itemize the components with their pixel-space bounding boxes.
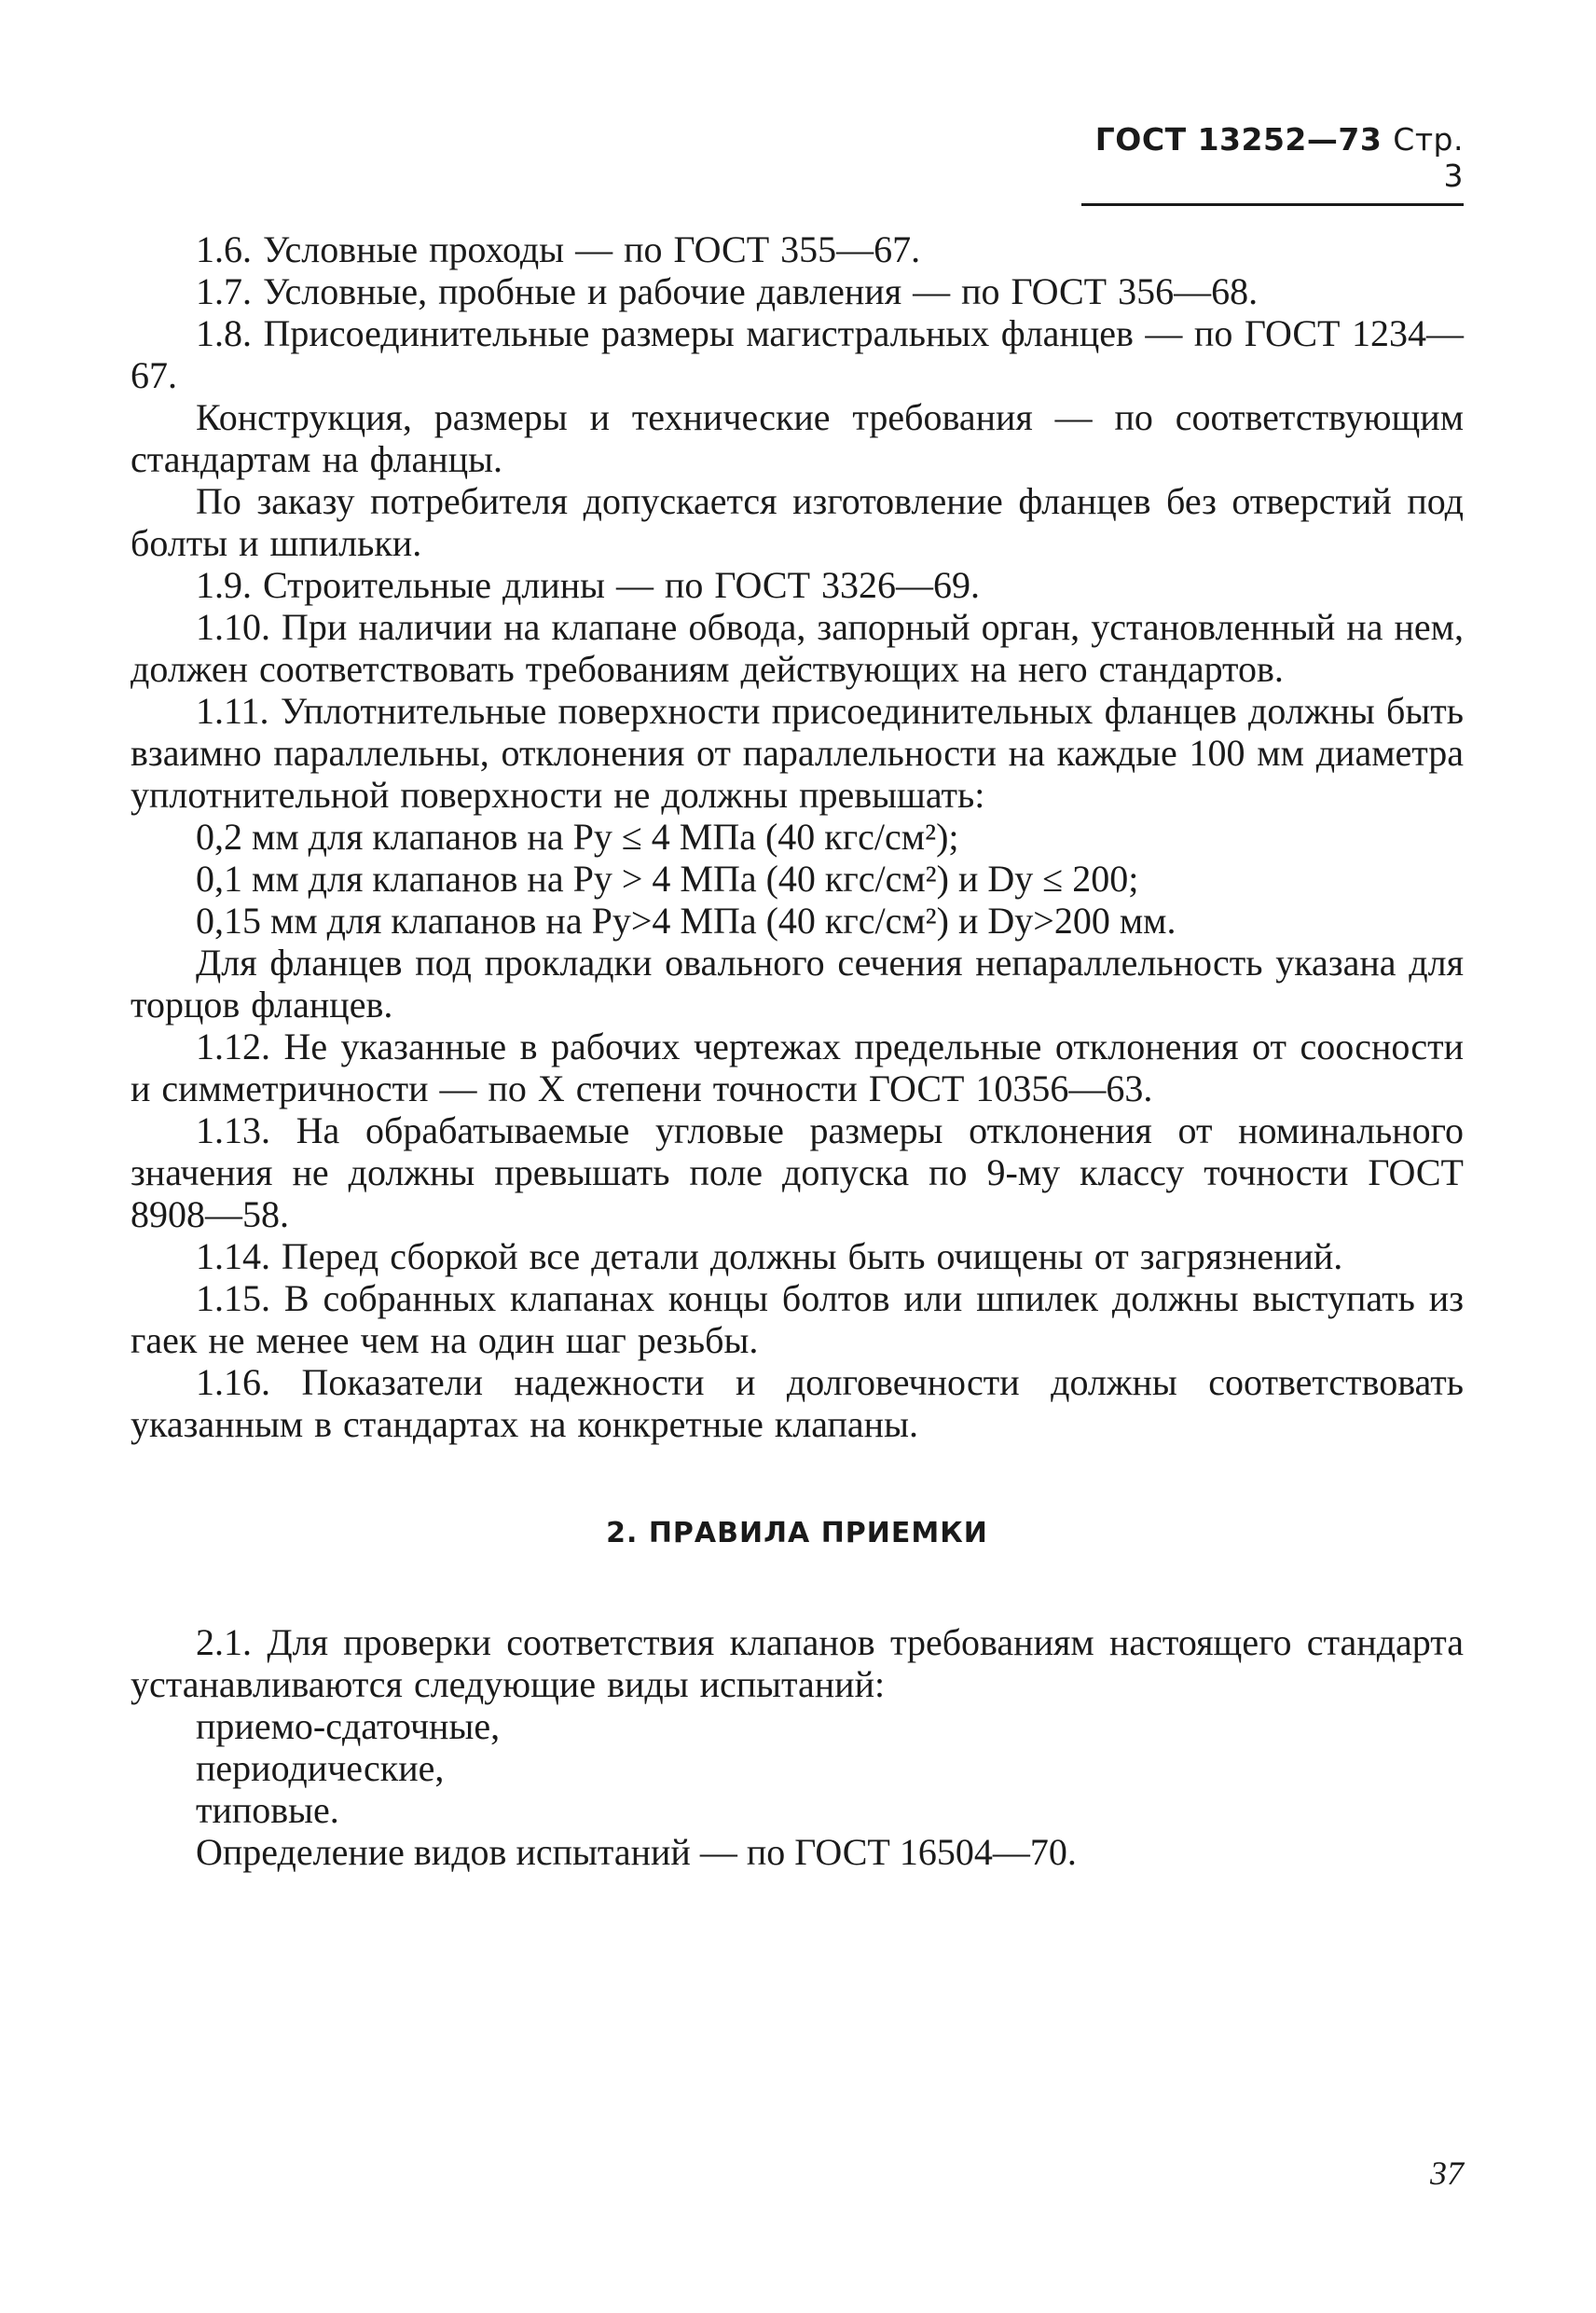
paragraph-1-12: 1.12. Не указанные в рабочих чертежах предельные отклонения от соосности и симметричности — по X степени точности ГОСТ 10356—63. — [131, 1026, 1464, 1109]
paragraph-1-15: 1.15. В собранных клапанах концы болтов или шпилек должны выступать из гаек не менее чем на один шаг резьбы. — [131, 1277, 1464, 1361]
paragraph-2-1: 2.1. Для проверки соответствия клапанов требованиям настоящего стандарта устанавливаются следующие виды испытаний: — [131, 1621, 1464, 1705]
paragraph-1-9: 1.9. Строительные длины — по ГОСТ 3326—69. — [196, 564, 981, 606]
paragraph-1-8-order: По заказу потребителя допускается изготовление фланцев без отверстий под болты и шпильки. — [131, 480, 1464, 564]
tolerance-line: 0,1 мм для клапанов на Pу > 4 МПа (40 кгс/см²) и Dу ≤ 200; — [196, 858, 1139, 900]
document-body — [131, 228, 1464, 1873]
paragraph-1-11: 1.11. Уплотнительные поверхности присоединительных фланцев должны быть взаимно параллельны, отклонения от параллельности на каждые 100 мм диаметра уплотнительной поверхности не должны превышать: — [131, 690, 1464, 816]
test-type-item: типовые. — [196, 1789, 339, 1831]
paragraph-1-13: 1.13. На обрабатываемые угловые размеры отклонения от номинального значения не должны превышать поле допуска по 9-му классу точности ГОСТ 8908—58. — [131, 1109, 1464, 1235]
page-reference: Стр. 3 — [1393, 121, 1464, 194]
paragraph-1-11-oval: Для фланцев под прокладки овального сечения непараллельность указана для торцов фланцев. — [131, 942, 1464, 1026]
paragraph-1-8: 1.8. Присоединительные размеры магистральных фланцев — по ГОСТ 1234—67. — [131, 312, 1464, 396]
test-type-item: периодические, — [196, 1747, 445, 1789]
page-number: 37 — [1430, 2155, 1464, 2192]
section-title: 2. ПРАВИЛА ПРИЕМКИ — [606, 1517, 988, 1549]
paragraph-1-8-construction: Конструкция, размеры и технические требования — по соответствующим стандартам на фланцы. — [131, 396, 1464, 480]
paragraph-1-7: 1.7. Условные, пробные и рабочие давления — по ГОСТ 356—68. — [196, 270, 1259, 312]
tolerance-line: 0,2 мм для клапанов на Pу ≤ 4 МПа (40 кгс/см²); — [196, 816, 959, 858]
test-type-item: приемо-сдаточные, — [196, 1705, 501, 1747]
paragraph-1-14: 1.14. Перед сборкой все детали должны быть очищены от загрязнений. — [196, 1235, 1343, 1277]
paragraph-1-6: 1.6. Условные проходы — по ГОСТ 355—67. — [196, 228, 921, 270]
paragraph-2-1-definition: Определение видов испытаний — по ГОСТ 16504—70. — [196, 1831, 1077, 1873]
paragraph-1-16: 1.16. Показатели надежности и долговечности должны соответствовать указанным в стандартах на конкретные клапаны. — [131, 1361, 1464, 1445]
page-header — [1081, 121, 1464, 206]
tolerance-line: 0,15 мм для клапанов на Pу>4 МПа (40 кгс/см²) и Dу>200 мм. — [196, 900, 1176, 942]
standard-code: ГОСТ 13252—73 — [1094, 121, 1383, 158]
document-page — [131, 0, 1464, 2313]
paragraph-1-10: 1.10. При наличии на клапане обвода, запорный орган, установленный на нем, должен соответствовать требованиям действующих на него стандартов. — [131, 606, 1464, 690]
